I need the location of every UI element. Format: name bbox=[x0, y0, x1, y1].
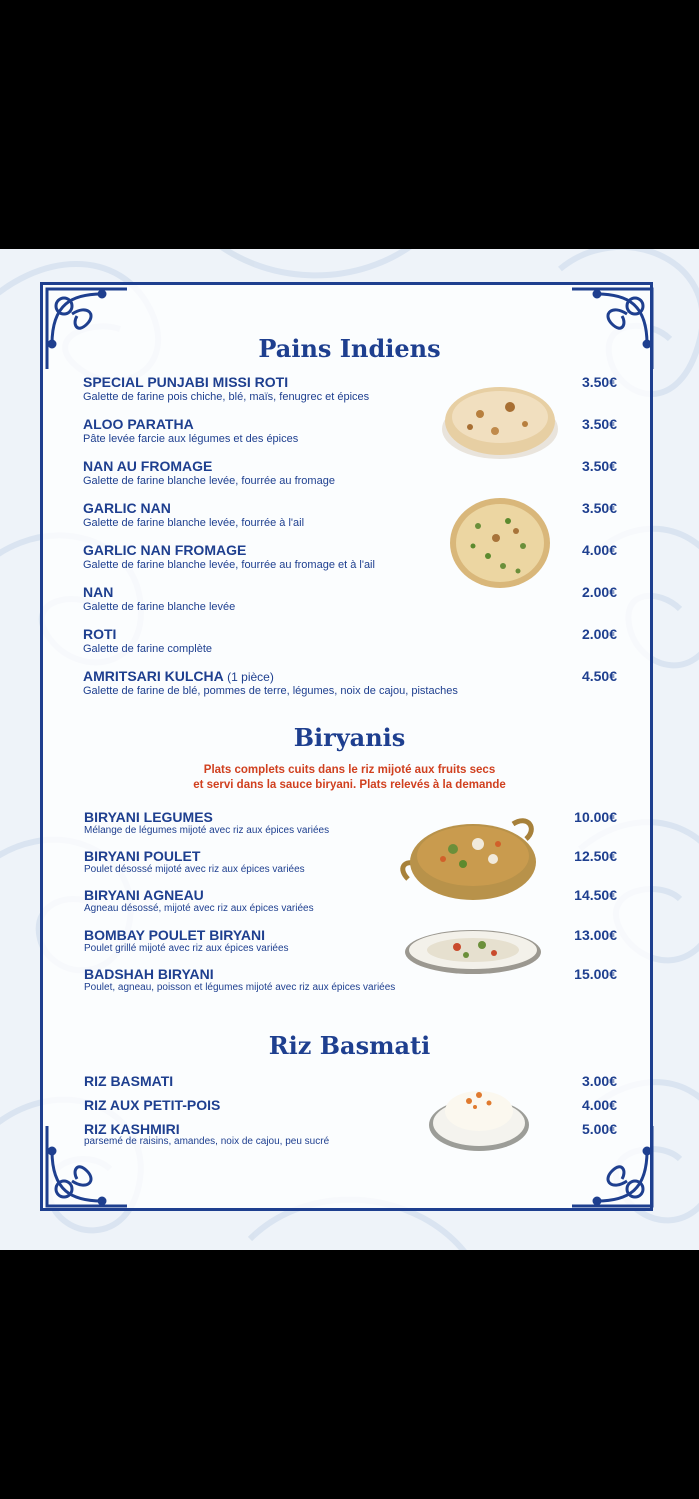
biryanis-note-line2: et servi dans la sauce biryani. Plats relevés à la demande bbox=[193, 779, 506, 791]
menu-item-desc: Pâte levée farcie aux légumes et des épices bbox=[83, 433, 299, 445]
menu-item-price: 2.00€ bbox=[581, 584, 617, 600]
menu-item-price: 2.00€ bbox=[581, 626, 617, 642]
rice-bowl-image bbox=[427, 1075, 532, 1155]
menu-item-desc: Poulet désossé mijoté avec riz aux épices variées bbox=[84, 864, 305, 875]
menu-item-name: ROTI bbox=[83, 626, 117, 642]
menu-item-name: RIZ BASMATI bbox=[84, 1073, 174, 1089]
menu-item-price: 13.00€ bbox=[574, 927, 617, 943]
menu-item-price: 14.50€ bbox=[574, 887, 617, 903]
menu-item-desc: Galette de farine blanche levée, fourrée à l'ail bbox=[83, 517, 305, 529]
menu-item-price: 10.00€ bbox=[574, 809, 617, 825]
missi-roti-image bbox=[440, 379, 560, 463]
section-title-biryanis: Biryanis bbox=[293, 723, 406, 752]
menu-item-desc: Galette de farine blanche levée, fourrée au fromage et à l'ail bbox=[83, 559, 375, 571]
menu-item-name: SPECIAL PUNJABI MISSI ROTI bbox=[83, 374, 289, 390]
garlic-nan-image bbox=[448, 496, 552, 590]
menu-item-desc: Mélange de légumes mijoté avec riz aux épices variées bbox=[84, 825, 330, 836]
biryanis-note-line1: Plats complets cuits dans le riz mijoté aux fruits secs bbox=[203, 764, 496, 776]
menu-item-name: GARLIC NAN bbox=[83, 500, 171, 516]
menu-item-name: BADSHAH BIRYANI bbox=[84, 966, 214, 982]
menu-item-desc: Galette de farine blanche levée bbox=[83, 601, 236, 613]
menu-page bbox=[0, 249, 699, 1250]
menu-item-price: 4.00€ bbox=[581, 1097, 617, 1113]
menu-item-desc: Poulet grillé mijoté avec riz aux épices variées bbox=[84, 943, 289, 954]
menu-item-desc: Galette de farine de blé, pommes de terre, légumes, noix de cajou, pistaches bbox=[83, 685, 458, 697]
menu-item-name: NAN AU FROMAGE bbox=[83, 458, 213, 474]
menu-item-name: ALOO PARATHA bbox=[83, 416, 194, 432]
menu-item-desc: Poulet, agneau, poisson et légumes mijoté avec riz aux épices variées bbox=[84, 982, 396, 993]
menu-item-price: 4.00€ bbox=[581, 542, 617, 558]
biryani-pot-image bbox=[398, 814, 543, 906]
menu-item-price: 3.50€ bbox=[581, 374, 617, 390]
menu-item-name bbox=[83, 668, 274, 684]
menu-item-desc: Agneau désossé, mijoté avec riz aux épices variées bbox=[84, 903, 314, 914]
menu-item-price: 12.50€ bbox=[574, 848, 617, 864]
bombay-biryani-image bbox=[402, 925, 544, 979]
menu-item-name: NAN bbox=[83, 584, 114, 600]
menu-item-price: 3.00€ bbox=[581, 1073, 617, 1089]
menu-item-desc: parsemé de raisins, amandes, noix de cajou, peu sucré bbox=[84, 1136, 330, 1147]
menu-item-name-text: AMRITSARI KULCHA bbox=[83, 668, 224, 684]
menu-item-price: 3.50€ bbox=[581, 416, 617, 432]
menu-item-price: 5.00€ bbox=[581, 1121, 617, 1137]
menu-item-name: BIRYANI LEGUMES bbox=[84, 809, 213, 825]
menu-item-name: RIZ KASHMIRI bbox=[84, 1121, 180, 1137]
menu-item-name: BIRYANI POULET bbox=[84, 848, 201, 864]
menu-item-price: 3.50€ bbox=[581, 500, 617, 516]
menu-item-price: 3.50€ bbox=[581, 458, 617, 474]
menu-item-name: RIZ AUX PETIT-POIS bbox=[84, 1097, 221, 1113]
menu-item-name: BOMBAY POULET BIRYANI bbox=[84, 927, 265, 943]
menu-item-name: GARLIC NAN FROMAGE bbox=[83, 542, 247, 558]
section-title-riz: Riz Basmati bbox=[268, 1031, 431, 1060]
section-title-pains: Pains Indiens bbox=[258, 334, 441, 363]
menu-item-desc: Galette de farine pois chiche, blé, maïs, fenugrec et épices bbox=[83, 391, 370, 403]
menu-item-desc: Galette de farine complète bbox=[83, 643, 213, 655]
menu-item-price: 15.00€ bbox=[574, 966, 617, 982]
menu-item-price: 4.50€ bbox=[581, 668, 617, 684]
menu-item-desc: Galette de farine blanche levée, fourrée au fromage bbox=[83, 475, 335, 487]
menu-item-quantity-note: (1 pièce) bbox=[227, 670, 274, 684]
menu-item-name: BIRYANI AGNEAU bbox=[84, 887, 204, 903]
